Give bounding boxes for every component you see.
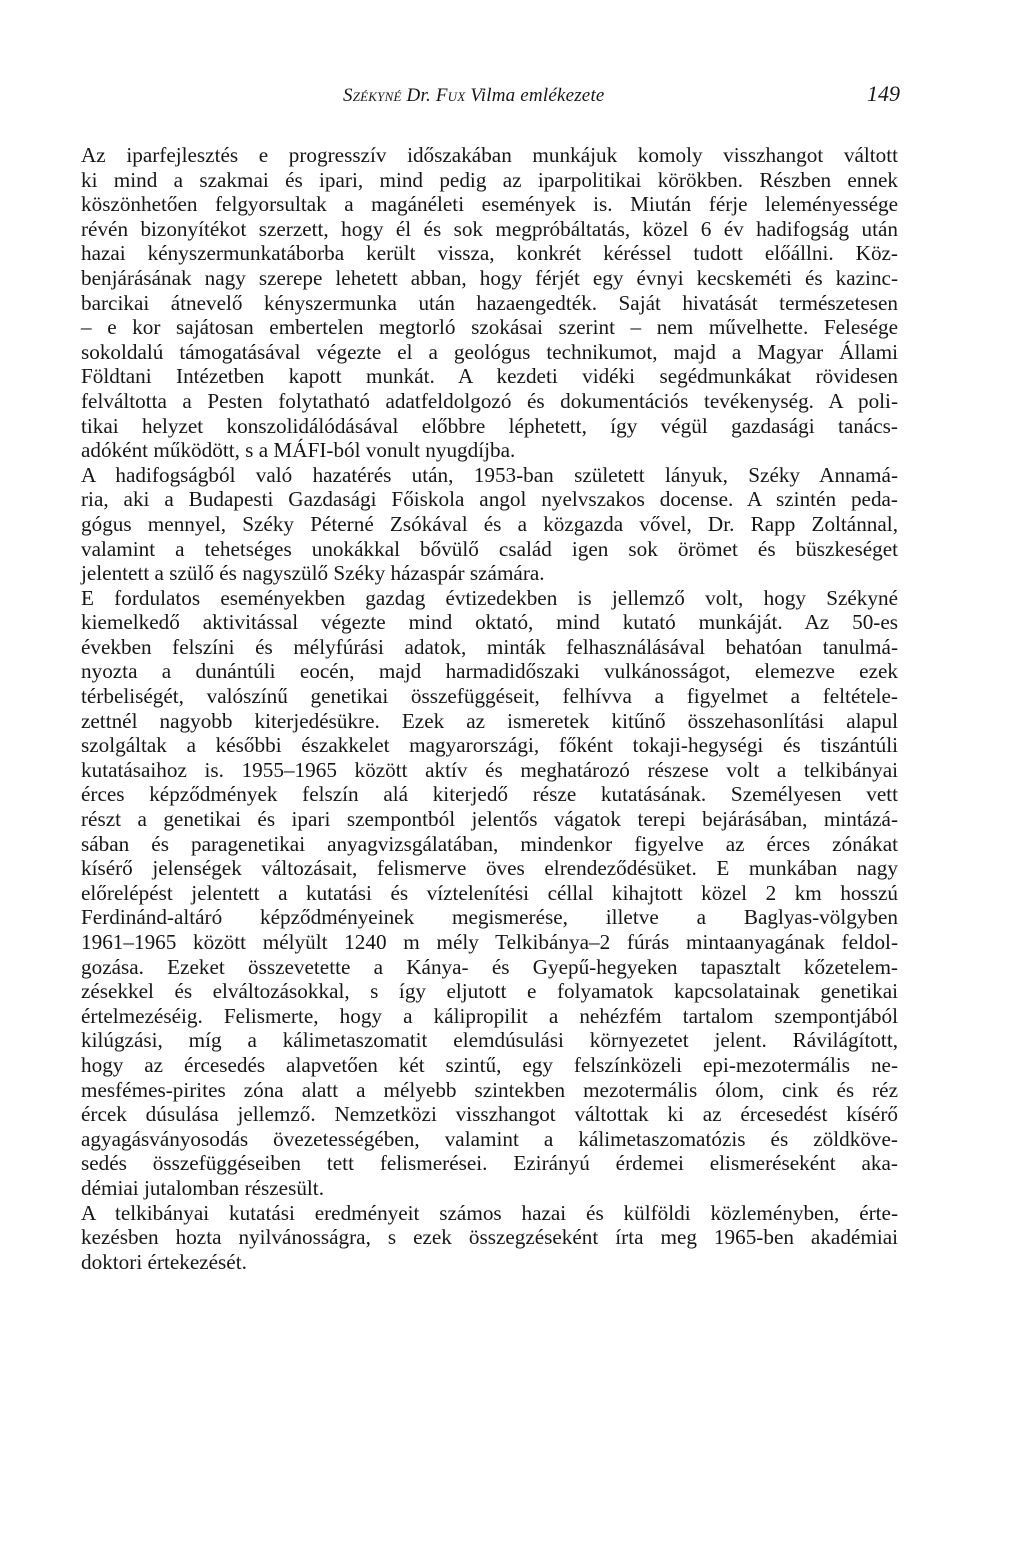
text-line: sedés összefüggéseiben tett felismerései. Ezirányú érdemei elismeréseként aka-	[81, 1151, 898, 1176]
text-line: köszönhetően felgyorsultak a magánéleti események is. Miután férje leleményessége	[81, 192, 898, 217]
text-line: kísérő jelenségek változásait, felismerve öves elrendeződésüket. E munkában nagy	[81, 856, 898, 881]
text-line: barcikai átnevelő kényszermunka után hazaengedték. Saját hivatását természetesen	[81, 290, 898, 315]
body-text	[81, 143, 898, 1274]
paragraph	[81, 143, 898, 463]
text-line: szolgáltak a későbbi északkelet magyarországi, főként tokaji-hegységi és tiszántúli	[81, 733, 898, 758]
text-line: zésekkel és elváltozásokkal, s így eljutott e folyamatok kapcsolatainak genetikai	[81, 979, 898, 1004]
text-line: hazai kényszermunkatáborba került vissza, konkrét kéréssel tudott előállni. Köz-	[81, 241, 898, 266]
text-line: E fordulatos eseményekben gazdag évtizedekben is jellemző volt, hogy Székyné	[81, 585, 898, 610]
running-header	[81, 81, 898, 111]
text-line: gozása. Ezeket összevetette a Kánya- és Gyepű-hegyeken tapasztalt kőzetelem-	[81, 954, 898, 979]
text-line: érces képződmények felszín alá kiterjedő része kutatásának. Személyesen vett	[81, 782, 898, 807]
text-line: nyozta a dunántúli eocén, majd harmadidőszaki vulkánosságot, elemezve ezek	[81, 659, 898, 684]
text-line: kutatásaihoz is. 1955–1965 között aktív és meghatározó részese volt a telkibányai	[81, 757, 898, 782]
page	[81, 0, 898, 1552]
text-line: adóként működött, s a MÁFI-ból vonult nyugdíjba.	[81, 438, 516, 463]
text-line: felváltotta a Pesten folytatható adatfeldolgozó és dokumentációs tevékenység. A poli-	[81, 388, 898, 413]
paragraph	[81, 1201, 898, 1275]
text-line: Ferdinánd-altáró képződményeinek megismerése, illetve a Baglyas-völgyben	[81, 905, 898, 930]
text-line: kilúgzási, míg a kálimetaszomatit elemdúsulási környezetet jelent. Rávilágított,	[81, 1028, 898, 1053]
running-title	[343, 85, 605, 107]
text-line: sában és paragenetikai anyagvizsgálatában, mindenkor figyelve az érces zónákat	[81, 831, 898, 856]
text-line: években felszíni és mélyfúrási adatok, minták felhasználásával behatóan tanulmá-	[81, 634, 898, 659]
text-line: Földtani Intézetben kapott munkát. A kezdeti vidéki segédmunkákat rövidesen	[81, 364, 898, 389]
text-line: ki mind a szakmai és ipari, mind pedig az iparpolitikai körökben. Részben ennek	[81, 167, 898, 192]
paragraph	[81, 586, 898, 1201]
text-line: 1961–1965 között mélyült 1240 m mély Telkibánya–2 fúrás mintaanyagának feldol-	[81, 930, 898, 954]
text-line: zettnél nagyobb kiterjedésükre. Ezek az ismeretek kitűnő összehasonlítási alapul	[81, 708, 898, 733]
text-line: jelentett a szülő és nagyszülő Széky házaspár számára.	[81, 561, 545, 586]
text-line: valamint a tehetséges unokákkal bővülő család igen sok örömet és büszkeséget	[81, 536, 898, 561]
text-line: ria, aki a Budapesti Gazdasági Főiskola angol nyelvszakos docense. A szintén peda-	[81, 487, 898, 512]
text-line: hogy az ércesedés alapvetően két szintű, egy felszínközeli epi-mezotermális ne-	[81, 1052, 898, 1077]
text-line: mesfémes-pirites zóna alatt a mélyebb szintekben mezotermális ólom, cink és réz	[81, 1077, 898, 1102]
text-line: démiai jutalomban részesült.	[81, 1175, 324, 1200]
text-line: kezésben hozta nyilvánosságra, s ezek összegzéseként írta meg 1965-ben akadémiai	[81, 1225, 898, 1250]
title-rest: Vilma emlékezete	[465, 85, 605, 106]
text-line: – e kor sajátosan embertelen megtorló szokásai szerint – nem művelhette. Felesége	[81, 315, 898, 340]
text-line: A telkibányai kutatási eredményeit számos hazai és külföldi közleményben, érte-	[81, 1200, 898, 1225]
text-line: révén bizonyítékot szerzett, hogy él és sok megpróbáltatás, közel 6 év hadifogság után	[81, 216, 898, 241]
text-line: A hadifogságból való hazatérés után, 1953-ban született lányuk, Széky Annamá-	[81, 462, 898, 487]
text-line: értelmezéséig. Felismerte, hogy a kálipropilit a nehézfém tartalom szempontjából	[81, 1003, 898, 1028]
text-line: térbeliségét, valószínű genetikai összefüggéseit, felhívva a figyelmet a feltétele-	[81, 684, 898, 709]
text-line: doktori értekezését.	[81, 1249, 247, 1274]
text-line: tikai helyzet konszolidálódásával előbbre léphetett, így végül gazdasági tanács-	[81, 413, 898, 438]
paragraph	[81, 463, 898, 586]
text-line: előrelépést jelentett a kutatási és víztelenítési céllal kihajtott közel 2 km hosszú	[81, 880, 898, 905]
text-line: kiemelkedő aktivitással végezte mind oktató, mind kutató munkáját. Az 50-es	[81, 610, 898, 635]
text-line: agyagásványosodás övezetességében, valamint a kálimetaszomatózis és zöldköve-	[81, 1126, 898, 1151]
text-line: gógus mennyel, Széky Péterné Zsókával és a közgazda vővel, Dr. Rapp Zoltánnal,	[81, 511, 898, 536]
page-number: 149	[867, 81, 900, 106]
text-line: részt a genetikai és ipari szempontból jelentős vágatok terepi bejárásában, mintázá-	[81, 807, 898, 832]
text-line: sokoldalú támogatásával végezte el a geológus technikumot, majd a Magyar Állami	[81, 339, 898, 364]
text-line: benjárásának nagy szerepe lehetett abban, hogy férjét egy évnyi kecskeméti és kazinc-	[81, 265, 898, 290]
maiden-name: Fux	[435, 85, 466, 106]
author-title: Dr.	[401, 85, 436, 106]
text-line: Az iparfejlesztés e progresszív időszakában munkájuk komoly visszhangot váltott	[81, 143, 898, 167]
text-line: ércek dúsulása jellemző. Nemzetközi visszhangot váltottak ki az ércesedést kísérő	[81, 1102, 898, 1127]
author-surname: Székyné	[343, 85, 402, 106]
